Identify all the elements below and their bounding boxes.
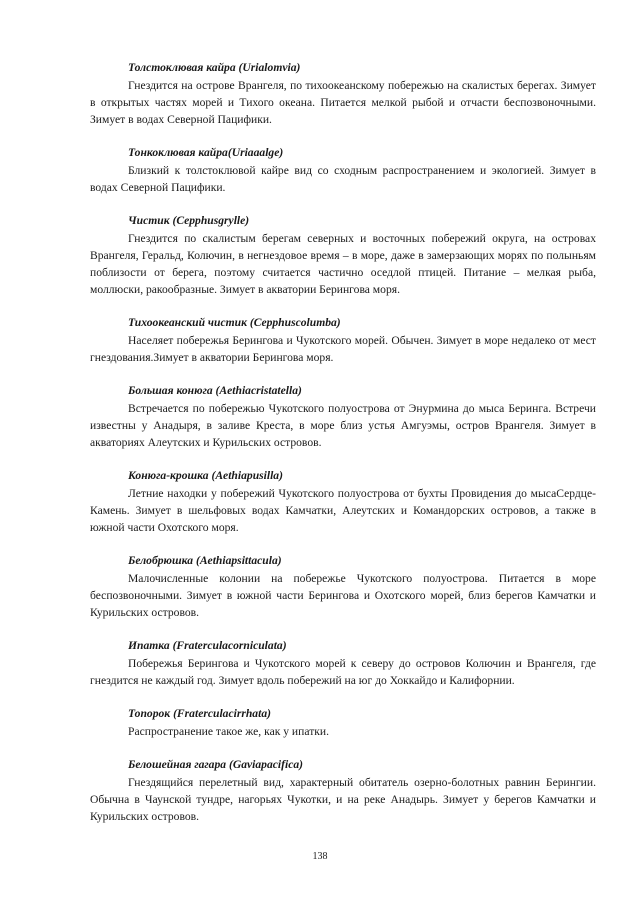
page-number: 138 xyxy=(312,851,328,862)
species-entry xyxy=(90,314,596,366)
species-entry xyxy=(90,637,596,689)
species-description: Гнездящийся перелетный вид, характерный обитатель озерно-болотных равнин Берингии. Обычна в Чаунской тундре, нагорьях Чукотки, и на реке Анадырь. Зимует у берегов Камчатки и Курильских островов. xyxy=(90,776,596,823)
species-heading: Топорок (Fraterculacirrhata) xyxy=(128,707,271,720)
species-entry xyxy=(90,756,596,825)
species-heading: Чистик (Cepphusgrylle) xyxy=(128,214,250,227)
species-heading: Конюга-крошка (Aethiapusilla) xyxy=(128,469,283,482)
species-entry xyxy=(90,212,596,298)
species-entry xyxy=(90,552,596,621)
species-heading: Толстоклювая кайра (Urialomvia) xyxy=(128,61,301,74)
species-entry xyxy=(90,467,596,536)
species-entry xyxy=(90,382,596,451)
species-description: Летние находки у побережий Чукотского полуострова от бухты Провидения до мысаСердце-Камень. Зимует в шельфовых водах Камчатки, Алеутских и Командорских островов, а также в южной части Охотского моря. xyxy=(90,487,596,534)
species-heading: Тонкоклювая кайра(Uriaaalge) xyxy=(128,146,284,159)
species-heading: Тихоокеанский чистик (Cepphuscolumba) xyxy=(128,316,341,329)
species-heading: Белобрюшка (Aethiapsittacula) xyxy=(128,554,282,567)
species-heading: Большая конюга (Aethiacristatella) xyxy=(128,384,302,397)
species-description: Близкий к толстоклювой кайре вид со сходным распространением и экологией. Зимует в водах Северной Пацифики. xyxy=(90,164,596,194)
species-description: Распространение такое же, как у ипатки. xyxy=(128,725,329,738)
species-entry xyxy=(90,59,596,128)
species-description: Малочисленные колонии на побережье Чукотского полуострова. Питается в море беспозвоночными. Зимует в южной части Берингова и Охотского морей, близ берегов Камчатки и Курильских островов. xyxy=(90,572,596,619)
species-description: Побережья Берингова и Чукотского морей к северу до островов Колючин и Врангеля, где гнездится не каждый год. Зимует вдоль побережий на юг до Хоккайдо и Калифорнии. xyxy=(90,657,596,687)
species-description: Встречается по побережью Чукотского полуострова от Энурмина до мыса Беринга. Встречи известны у Анадыря, в заливе Креста, в море близ устья Амгуэмы, остров Врангеля. Зимует в акваториях Алеутских и Курильских островов. xyxy=(90,402,596,449)
species-heading: Белошейная гагара (Gaviapacifica) xyxy=(128,758,304,771)
species-description: Гнездится на острове Врангеля, по тихоокеанскому побережью на скалистых берегах. Зимует в открытых частях морей и Тихого океана. Питается мелкой рыбой и отчасти беспозвоночными. Зимует в водах Северной Пацифики. xyxy=(90,79,596,126)
page-content xyxy=(90,59,596,841)
species-entry xyxy=(90,705,596,740)
species-entry xyxy=(90,144,596,196)
species-description: Населяет побережья Берингова и Чукотского морей. Обычен. Зимует в море недалеко от мест гнездования.Зимует в акватории Берингова моря. xyxy=(90,334,596,364)
species-heading: Ипатка (Fraterculacorniculata) xyxy=(128,639,287,652)
species-description: Гнездится по скалистым берегам северных и восточных побережий округа, на островах Врангеля, Геральд, Колючин, в негнездовое время – в море, даже в замерзающих морях по полыньям поблизости от берега, поэтому считается частично оседлой птицей. Питание – мелкая рыба, моллюски, ракообразные. Зимует в акватории Берингова моря. xyxy=(90,232,596,296)
